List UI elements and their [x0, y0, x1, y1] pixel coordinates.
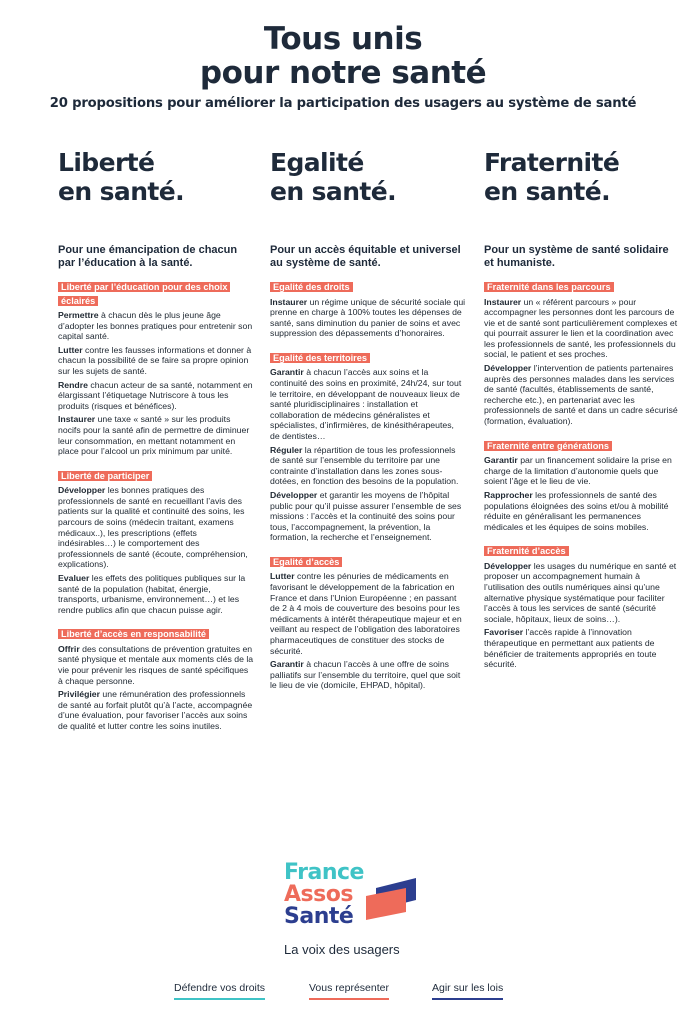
- proposal-text: les bonnes pratiques des professionnels de santé en recueillant l’avis des patients sur la qualité et continuité des soins, les parcours de soins (médecin traitant, examens médicaux..), les prescriptions (effets indésirables…) le comportement des professionnels de santé (écoute, compréhension, explications).: [58, 485, 248, 570]
- motto-keyword: Liberté: [58, 148, 155, 177]
- section-title: Liberté de participer: [58, 471, 152, 481]
- proposal-verb: Garantir: [270, 659, 304, 670]
- section-heading: [58, 627, 254, 641]
- proposal-verb: Instaurer: [270, 296, 308, 307]
- proposal-paragraph: [58, 310, 254, 342]
- proposal-verb: Offrir: [58, 643, 80, 654]
- section-title: Liberté par l’éducation pour des choix éclairés: [58, 282, 230, 306]
- proposal-verb: Instaurer: [58, 414, 96, 425]
- proposal-paragraph: [58, 689, 254, 731]
- proposal-text: chacun acteur de sa santé, notamment en élargissant l’étiquetage Nutriscore à tous les produits (risques et bénéfices).: [58, 379, 253, 411]
- proposal-text: contre les fausses informations et donner à chacun la possibilité de se faire sa propre opinion sur les sujets de santé.: [58, 344, 252, 376]
- proposal-verb: Développer: [484, 560, 532, 571]
- proposal-text: à chacun dès le plus jeune âge d’adopter les bonnes pratiques pour entretenir son capital santé.: [58, 310, 253, 342]
- proposal-verb: Développer: [484, 363, 532, 374]
- proposal-text: les effets des politiques publiques sur la santé de la population (habitat, énergie, transports, urbanisme, environnement…) et les rendre publics afin que chacun puisse agir.: [58, 572, 246, 615]
- proposal-verb: Lutter: [58, 344, 83, 355]
- proposal-paragraph: [484, 627, 680, 669]
- logo-line-sante: Santé: [284, 904, 354, 929]
- proposal-verb: Garantir: [270, 367, 304, 378]
- proposal-text: une taxe « santé » sur les produits nocifs pour la santé afin de permettre de diminuer leur consommation, en mettant notamment en place pour l’alcool un prix minimum par unité.: [58, 414, 250, 457]
- title-line-1: Tous unis: [263, 21, 423, 57]
- france-assos-sante-logo: [284, 862, 444, 966]
- proposal-paragraph: [484, 561, 680, 625]
- proposal-text: un régime unique de sécurité sociale qui prenne en charge à 100% toutes les dépenses de santé, sans diminution du panier de soins et avec suppression des dépassements d’honoraires.: [270, 296, 466, 339]
- proposal-verb: Développer: [270, 489, 318, 500]
- section-heading: [484, 439, 680, 453]
- proposal-text: les usages du numérique en santé et proposer un accompagnement humain à l’utilisation des outils numériques ainsi qu’une alternative physique systématique pour faciliter l’accès à tous les services de santé (sécurité sociale, hôpitaux, lieux de soins…).: [484, 560, 677, 624]
- section-title: Fraternité d’accès: [484, 546, 569, 556]
- proposal-paragraph: [270, 445, 466, 487]
- section-heading: [58, 469, 254, 483]
- proposal-text: des consultations de prévention gratuites en santé physique et mentale aux moments clés de la vie pour prévenir les risques de santé spécifiques à chaque personne.: [58, 643, 254, 686]
- section-title: Fraternité dans les parcours: [484, 282, 614, 292]
- proposal-verb: Instaurer: [484, 296, 522, 307]
- section-title: Egalité des droits: [270, 282, 353, 292]
- proposal-text: une rémunération des professionnels de santé au forfait plutôt qu’à l’acte, accompagnée d’une évaluation, pour favoriser l’accès aux soins de qualité et lutter contre les soins inutiles.: [58, 689, 253, 731]
- proposal-verb: Développer: [58, 485, 106, 496]
- proposal-paragraph: [58, 380, 254, 412]
- column-lead: Pour une émancipation de chacun par l’éducation à la santé.: [58, 244, 238, 269]
- proposal-verb: Evaluer: [58, 572, 90, 583]
- section-heading: [484, 544, 680, 558]
- motto-keyword: Egalité: [270, 148, 364, 177]
- proposal-paragraph: [270, 490, 466, 543]
- motto-keyword: Fraternité: [484, 148, 620, 177]
- section-heading: [270, 555, 466, 569]
- proposal-paragraph: [58, 345, 254, 377]
- page-subtitle: 20 propositions pour améliorer la participation des usagers au système de santé: [49, 96, 637, 111]
- proposal-verb: Réguler: [270, 444, 303, 455]
- proposal-paragraph: [484, 490, 680, 532]
- proposal-paragraph: [270, 659, 466, 691]
- proposal-verb: Rapprocher: [484, 489, 533, 500]
- proposal-text: l’intervention de patients partenaires auprès des personnes malades dans les services de santé (facultés, établissements de santé, recherche etc.), en partenariat avec les professionnels de santé et dans un cadre sécurisé (formation, évaluation).: [484, 363, 678, 427]
- footer-nav: [0, 982, 686, 1006]
- logo-tagline: La voix des usagers: [284, 942, 400, 957]
- proposal-text: à chacun l’accès à une offre de soins palliatifs sur l’ensemble du territoire, quel que soit le lieu de vie (domicile, EHPAD, hôpital).: [270, 659, 461, 691]
- proposal-paragraph: [58, 485, 254, 570]
- proposal-verb: Lutter: [270, 571, 295, 582]
- proposal-text: les professionnels de santé des populations éloignées des soins et/ou à mobilité réduite en généralisant les permanences médicales et les équipes de soins mobiles.: [484, 489, 669, 532]
- title-line-2: pour notre santé: [199, 55, 487, 91]
- column-lead: Pour un accès équitable et universel au système de santé.: [270, 244, 461, 269]
- logo-line-assos: Assos: [284, 882, 353, 907]
- column-lead: Pour un système de santé solidaire et humaniste.: [484, 244, 669, 269]
- proposal-paragraph: [270, 571, 466, 656]
- column-motto: [270, 148, 466, 206]
- column-fraternite: [484, 148, 680, 670]
- motto-rest: en santé.: [484, 177, 611, 206]
- proposal-verb: Favoriser: [484, 627, 524, 638]
- proposal-text: contre les pénuries de médicaments en favorisant le développement de la fabrication en France et dans l’Union Européenne ; en passant de 2 à 4 mois de couverture des besoins pour les médicaments à intérêt thérapeutique majeur et en veillant au respect de l’obligation des laboratoires pharmaceutiques de constituer des stocks de sécurité.: [270, 571, 462, 656]
- logo-flag-icon: [358, 874, 422, 930]
- proposal-paragraph: [484, 455, 680, 487]
- proposal-paragraph: [58, 414, 254, 456]
- section-title: Egalité d’accès: [270, 557, 342, 567]
- column-liberte: [58, 148, 254, 732]
- proposal-text: un « référent parcours » pour accompagner les personnes dont les parcours de vie et de santé sont particulièrement complexes et qui pourrait assurer le lien et la coordination avec les professionnels de santé, les professionnels du social, le patient et ses proches.: [484, 296, 678, 360]
- motto-rest: en santé.: [270, 177, 397, 206]
- proposal-paragraph: [484, 363, 680, 427]
- proposal-text: par un financement solidaire la prise en charge de la limitation d’autonomie quels que soient l’âge et le lieu de vie.: [484, 455, 672, 487]
- proposal-text: à chacun l’accès aux soins et la continuité des soins en proximité, 24h/24, sur tout le territoire, en développant de nouveaux lieux de santé pluridisciplinaires : installation et collaboration de médecins généralistes et spécialistes, d’infirmières, de kinésithérapeutes, de dentistes…: [270, 367, 462, 441]
- proposal-verb: Permettre: [58, 310, 99, 320]
- motto-rest: en santé.: [58, 177, 185, 206]
- proposal-verb: Privilégier: [58, 689, 101, 700]
- section-title: Liberté d’accès en responsabilité: [58, 629, 209, 639]
- section-title: Egalité des territoires: [270, 353, 370, 363]
- column-motto: [484, 148, 680, 206]
- section-heading: [270, 280, 466, 294]
- section-heading: [484, 280, 680, 294]
- proposal-text: l’accès rapide à l’innovation thérapeutique en permettant aux patients de bénéficier de traitements appropriés en toute sécurité.: [484, 627, 657, 670]
- proposal-paragraph: [270, 297, 466, 339]
- section-heading: [270, 351, 466, 365]
- proposal-verb: Garantir: [484, 455, 518, 466]
- logo-line-france: France: [284, 860, 364, 885]
- footer-link-defendre-droits[interactable]: Défendre vos droits: [174, 982, 265, 1000]
- section-heading: [58, 280, 254, 307]
- column-motto: [58, 148, 254, 206]
- proposal-paragraph: [58, 644, 254, 686]
- section-title: Fraternité entre générations: [484, 441, 612, 451]
- footer-link-vous-representer[interactable]: Vous représenter: [309, 982, 389, 1000]
- proposal-text: la répartition de tous les professionnels de santé sur l’ensemble du territoire par une contrainte d’installation dans les zones sous-dotées, en fonction des besoins de la population.: [270, 444, 459, 487]
- column-egalite: [270, 148, 466, 691]
- page-title: [0, 22, 686, 90]
- proposal-paragraph: [270, 367, 466, 441]
- proposal-paragraph: [58, 573, 254, 615]
- proposal-paragraph: [484, 297, 680, 361]
- footer-link-agir-lois[interactable]: Agir sur les lois: [432, 982, 503, 1000]
- proposal-text: et garantir les moyens de l’hôpital public pour qu’il puisse assurer l’ensemble de ses missions : l’accès et la continuité des soins pour tous, l’accompagnement, la prévention, la formation, la recherche et l’enseignement.: [270, 489, 462, 543]
- proposal-verb: Rendre: [58, 379, 88, 390]
